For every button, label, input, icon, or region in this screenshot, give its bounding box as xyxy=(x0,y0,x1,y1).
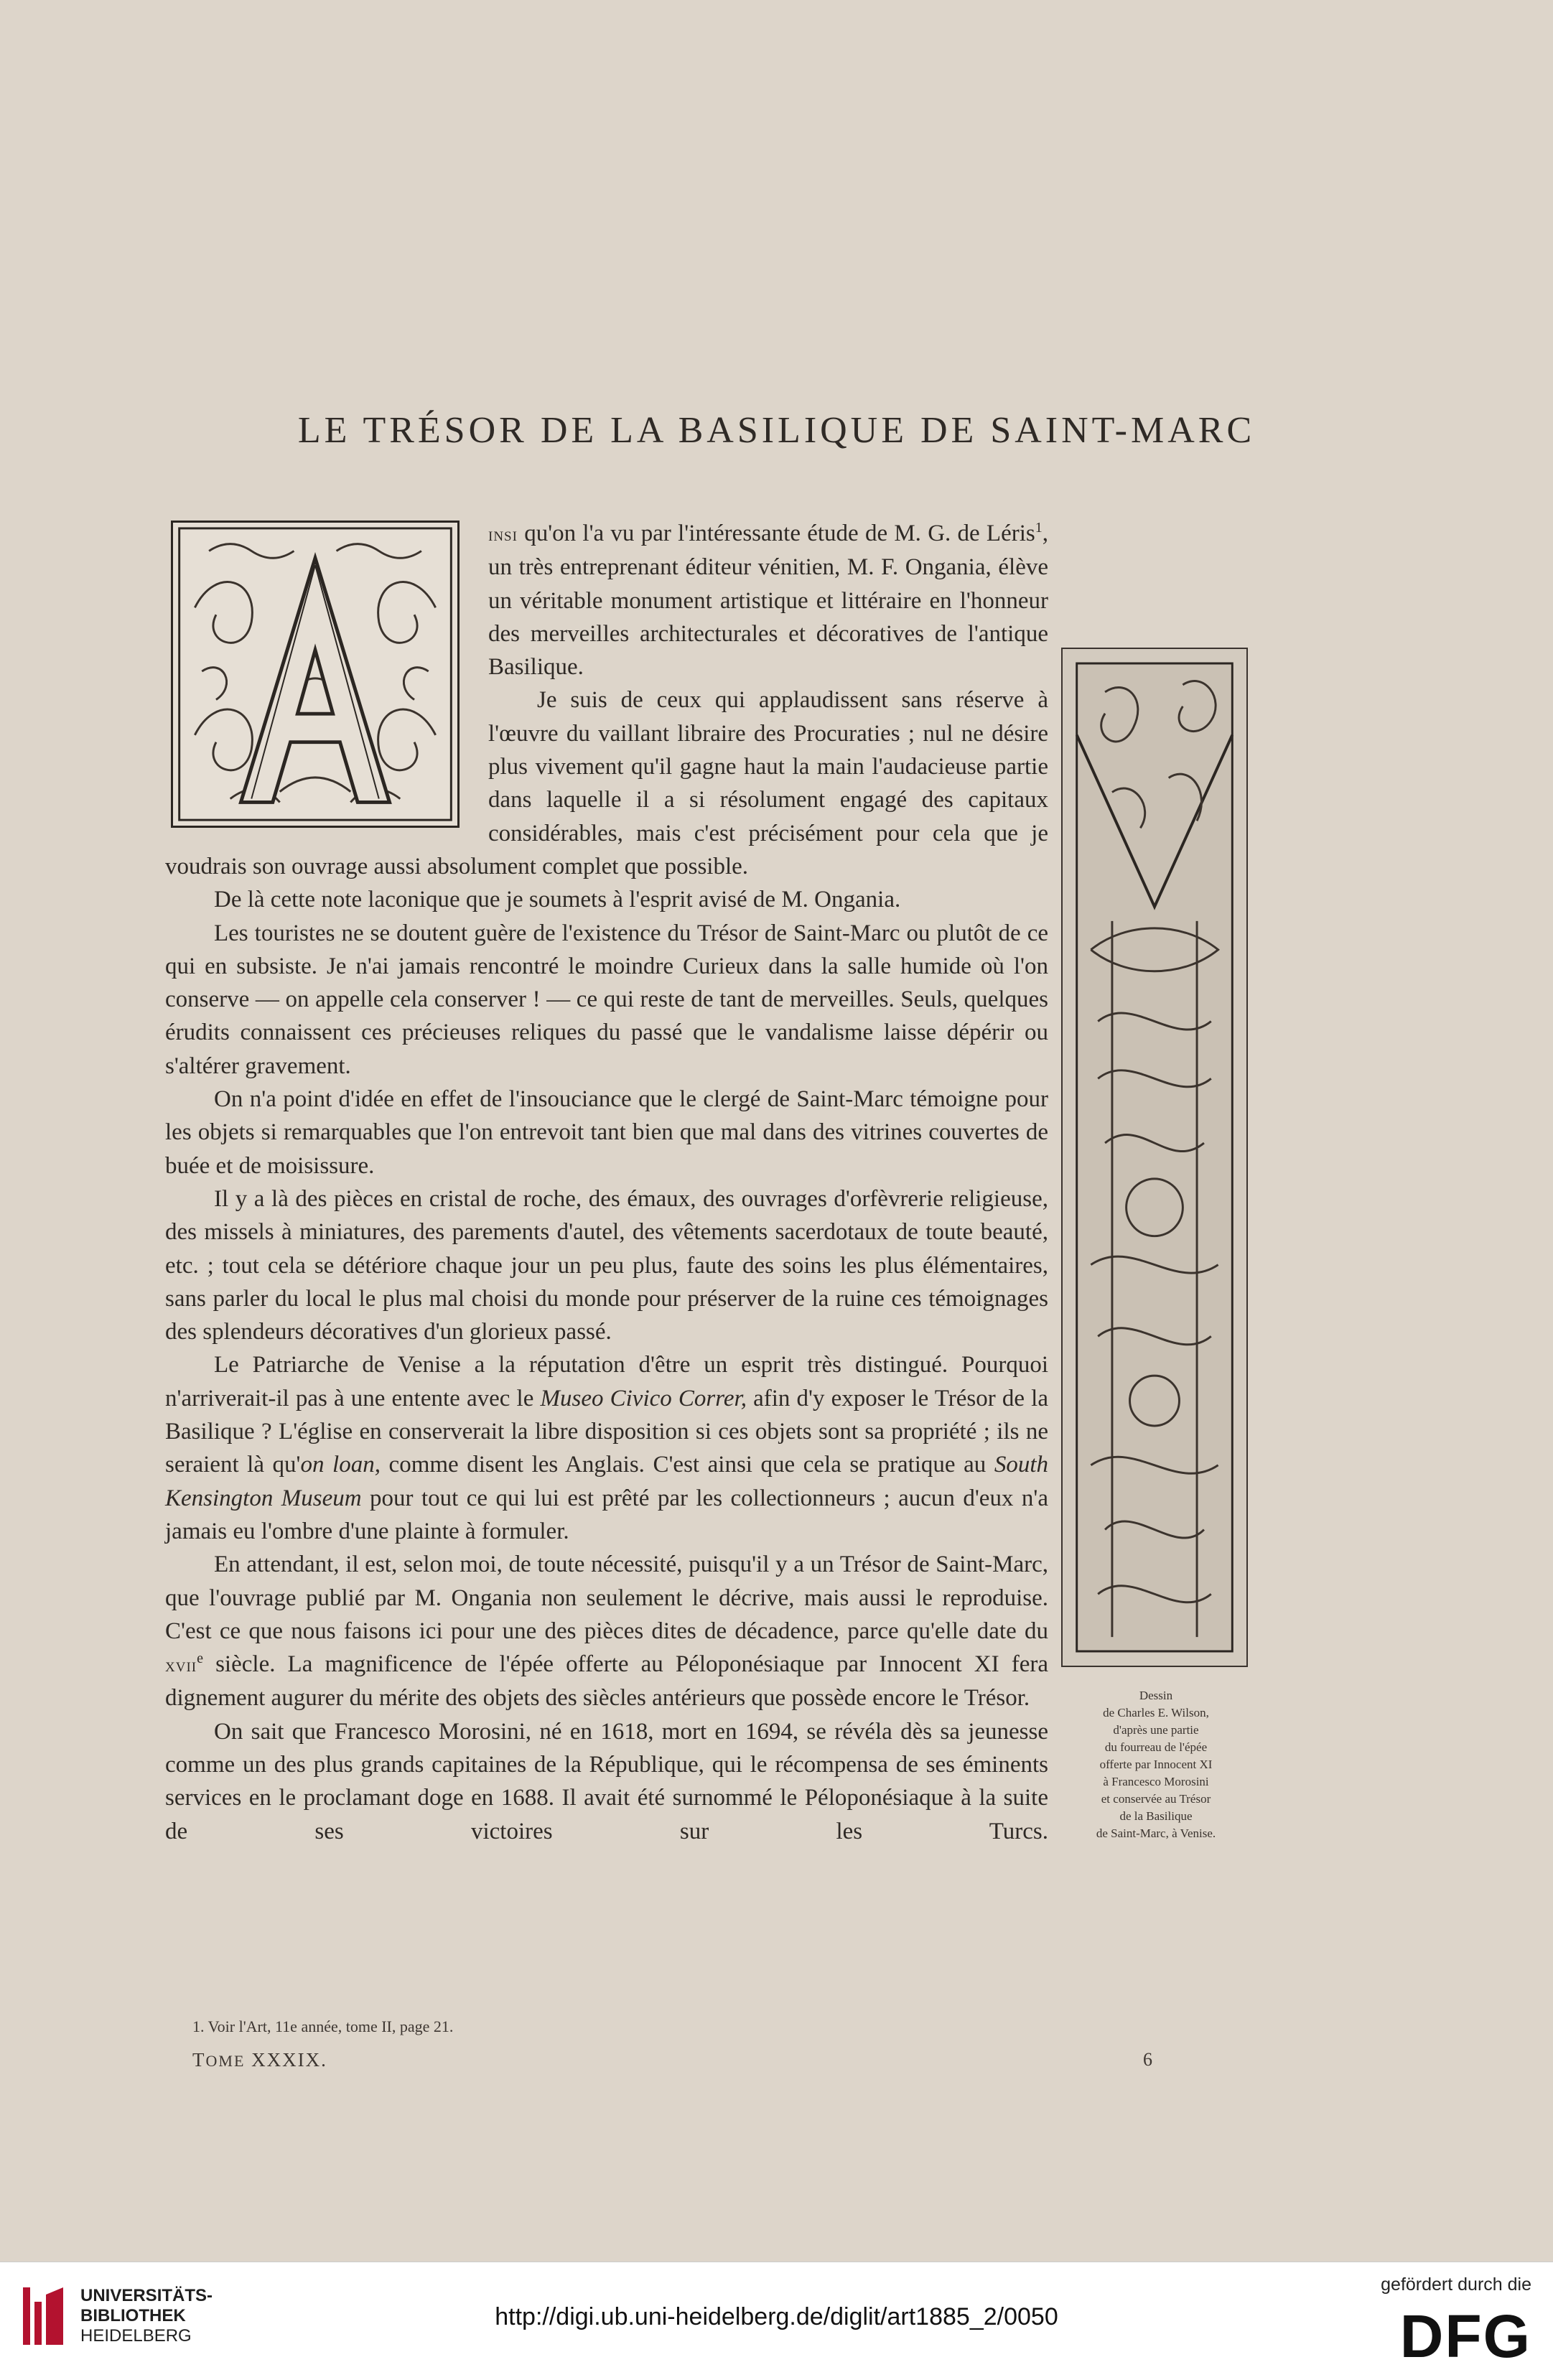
figure-caption xyxy=(1048,1687,1264,1842)
footnote-marker: 1 xyxy=(1035,520,1043,536)
article-title: LE TRÉSOR DE LA BASILIQUE DE SAINT-MARC xyxy=(297,410,1256,451)
page-number: 6 xyxy=(1143,2049,1152,2070)
p7-part-d: pour tout ce qui lui est prêté par les collectionneurs ; aucun d'eux n'a jamais eu l'ombre d'une plainte à formuler. xyxy=(165,1485,1048,1544)
century-suffix: e xyxy=(197,1651,203,1667)
dfg-logo[interactable]: DFG xyxy=(1399,2302,1531,2370)
paragraph-3: De là cette note laconique que je soumets à l'esprit avisé de M. Ongania. xyxy=(214,887,901,913)
paragraph-1-text: qu'on l'a vu par l'intéressante étude de M. G. de Léris xyxy=(517,521,1035,546)
p7-part-a: Le Patriarche de Venise a la réputation d'être un esprit très distingué. Pourquoi n'arriverait-il pas à une entente avec le xyxy=(165,1352,1048,1411)
p8-part-a: En attendant, il est, selon moi, de toute nécessité, puisqu'il y a un Trésor de Saint-Marc, que l'ouvrage publié par M. Ongania non seulement le décrive, mais aussi le reproduise. C'est ce que nous faisons ici pour une des pièces dites de décadence, parce qu'elle date du xyxy=(165,1551,1048,1644)
library-line-2: BIBLIOTHEK xyxy=(80,2306,186,2325)
p7-part-c: comme disent les Anglais. C'est ainsi que cela se pratique au xyxy=(380,1452,994,1478)
source-url-link[interactable]: http://digi.ub.uni-heidelberg.de/diglit/art1885_2/0050 xyxy=(495,2303,1058,2330)
paragraph-5: On n'a point d'idée en effet de l'insouciance que le clergé de Saint-Marc témoigne pour les objets si remarquables que l'on entrevoit tant bien que mal dans des vitrines couvertes de buée et de moisissure. xyxy=(165,1086,1048,1179)
on-loan: on loan, xyxy=(300,1452,381,1478)
tome-rest: OME xyxy=(205,2052,246,2070)
caption-line: de Charles E. Wilson, xyxy=(1103,1706,1209,1719)
caption-line: Dessin xyxy=(1139,1689,1173,1702)
museo-civico-correr: Museo Civico Correr, xyxy=(540,1385,747,1411)
caption-line: de la Basilique xyxy=(1119,1809,1193,1823)
caption-line: à Francesco Morosini xyxy=(1103,1775,1209,1788)
initial-spacer xyxy=(165,517,488,847)
caption-line: d'après une partie xyxy=(1113,1723,1199,1737)
tome-number: XXXIX. xyxy=(251,2049,327,2071)
library-line-1: UNIVERSITÄTS- xyxy=(80,2286,213,2305)
initial-continuation: insi xyxy=(488,523,518,545)
tome-initial: T xyxy=(192,2049,206,2071)
library-line-3: HEIDELBERG xyxy=(80,2326,192,2346)
caption-line: du fourreau de l'épée xyxy=(1104,1740,1208,1754)
caption-line: et conservée au Trésor xyxy=(1101,1792,1211,1806)
caption-line: de Saint-Marc, à Venise. xyxy=(1096,1826,1216,1840)
p8-part-b: siècle. La magnificence de l'épée offerte au Péloponésiaque par Innocent XI fera dignement augurer du mérite des objets des siècles antérieurs que possède encore le Trésor. xyxy=(165,1651,1048,1712)
paragraph-1-rest: , un très entreprenant éditeur vénitien, M. F. Ongania, élève un véritable monument artistique et littéraire en l'honneur des merveilles architecturales et décoratives de l'antique Basilique. xyxy=(488,521,1048,681)
paragraph-6: Il y a là des pièces en cristal de roche, des émaux, des ouvrages d'orfèvrerie religieuse, des missels à miniatures, des parements d'autel, des vêtements sacerdotaux de toute beauté, etc. ; tout cela se détériore chaque jour un peu plus, faute des soins les plus élémentaires, sans parler du local le plus mal choisi du monde pour préserver de la ruine ces témoignages des splendeurs décoratives d'un glorieux passé. xyxy=(165,1185,1048,1345)
south-kensington-museum: South Kensington Museum xyxy=(165,1452,1049,1511)
paragraph-9: On sait que Francesco Morosini, né en 1618, mort en 1694, se révéla dès sa jeunesse comme un des plus grands capitaines de la République, qui le récompensa de ses éminents services en le proclamant doge en 1688. Il avait été surnommé le Péloponésiaque à la suite de ses victoires sur les Turcs. xyxy=(165,1718,1048,1844)
footnote: 1. Voir l'Art, 11e année, tome II, page 21. xyxy=(192,2017,454,2035)
funded-by-label: gefördert durch die xyxy=(1381,2274,1531,2295)
caption-line: offerte par Innocent XI xyxy=(1099,1758,1213,1771)
volume-label xyxy=(192,2049,327,2071)
century-numeral: xvii xyxy=(165,1654,197,1676)
paragraph-2: Je suis de ceux qui applaudissent sans réserve à l'œuvre du vaillant libraire des Procuraties ; nul ne désire plus vivement qu'il gagne haut la main l'audacieuse partie dans laquelle il a si résolument engagé des capitaux considérables, mais c'est précisément pour cela que je voudrais son ouvrage aussi absolument complet que possible. xyxy=(165,687,1048,879)
p7-part-b: afin d'y exposer le Trésor de la Basilique ? L'église en conserverait la libre disposition si ces objets sont sa propriété ; ils ne seraient là qu' xyxy=(165,1385,1048,1478)
paragraph-4: Les touristes ne se doutent guère de l'existence du Trésor de Saint-Marc ou plutôt de ce qui en subsiste. Je n'ai jamais rencontré le moindre Curieux dans la salle humide où l'on conserve — on appelle cela conserver ! — ce qui reste de tant de merveilles. Seuls, quelques érudits connaissent ces précieuses reliques du passé que le vandalisme laisse dépérir ou s'altérer gravement. xyxy=(165,920,1048,1079)
